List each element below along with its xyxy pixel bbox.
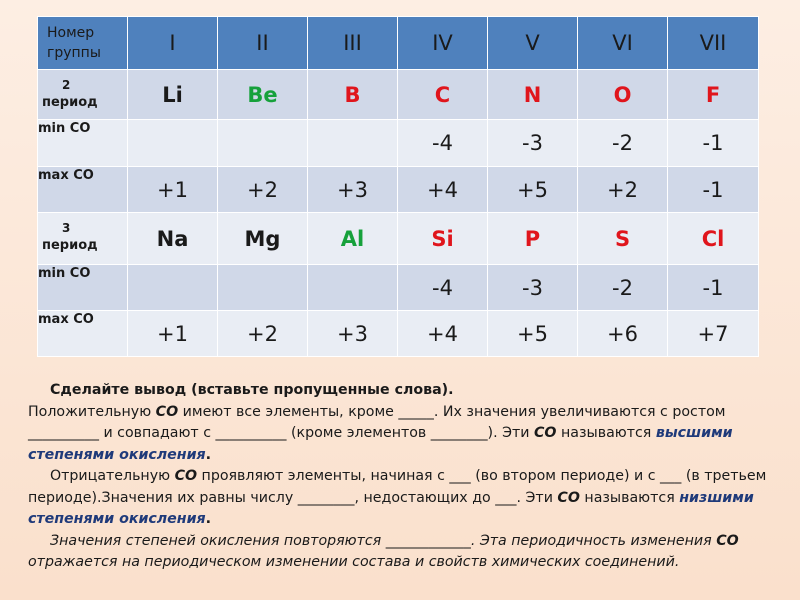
oxidation-value xyxy=(308,120,398,167)
table-header-row xyxy=(38,17,759,70)
oxidation-value: -3 xyxy=(488,265,578,311)
group-header: III xyxy=(308,17,398,70)
oxidation-value: +3 xyxy=(308,167,398,213)
conclusion-title: Сделайте вывод (вставьте пропущенные слова). xyxy=(50,382,454,398)
period-label: период xyxy=(42,95,98,110)
text-span: отражается на периодическом изменении состава и свойств химических соединений. xyxy=(28,554,680,570)
period-number: 2 xyxy=(62,78,71,92)
oxidation-value: -4 xyxy=(398,120,488,167)
text-span: Значения степеней окисления повторяются ____________. Эта периодичность изменения xyxy=(50,532,717,549)
row-label: max CO xyxy=(38,167,128,213)
co-term: СО xyxy=(716,532,739,549)
text-span: проявляют элементы, начиная с ___ (во втором периоде) и с ___ (в третьем периоде).Значения их равны числу ________, недостающих до ___. Эти xyxy=(28,468,767,506)
text-span: Отрицательную xyxy=(50,468,175,484)
oxidation-value xyxy=(218,265,308,311)
oxidation-value: +4 xyxy=(398,311,488,357)
element-symbol: O xyxy=(578,70,668,120)
row-label: max CO xyxy=(38,311,128,357)
group-header: VI xyxy=(578,17,668,70)
text-span: называются xyxy=(556,425,656,441)
oxidation-value: -3 xyxy=(488,120,578,167)
oxidation-states-table xyxy=(37,16,759,357)
group-header: II xyxy=(218,17,308,70)
oxidation-value: +5 xyxy=(488,167,578,213)
group-header: I xyxy=(128,17,218,70)
group-number-header: Номер группы xyxy=(38,17,128,70)
lowest-oxidation-term: низшими степенями окисления xyxy=(28,489,754,527)
oxidation-value: +7 xyxy=(668,311,759,357)
table-row xyxy=(38,265,759,311)
table-row xyxy=(38,70,759,120)
oxidation-value xyxy=(308,265,398,311)
highest-oxidation-term: высшими степенями окисления xyxy=(28,425,733,463)
paragraph-negative xyxy=(28,466,768,531)
group-header: VII xyxy=(668,17,759,70)
element-symbol: P xyxy=(488,213,578,265)
co-term: СО xyxy=(534,425,557,441)
text-span: называются xyxy=(579,489,680,506)
table-row xyxy=(38,213,759,265)
table-row xyxy=(38,311,759,357)
paragraph-periodicity xyxy=(28,531,768,574)
oxidation-value: -4 xyxy=(398,265,488,311)
oxidation-value: -2 xyxy=(578,265,668,311)
oxidation-value: -1 xyxy=(668,265,759,311)
element-symbol: F xyxy=(668,70,759,120)
period-number: 3 xyxy=(62,221,71,235)
oxidation-value: +2 xyxy=(218,167,308,213)
paragraph-positive xyxy=(28,402,768,467)
co-term: СО xyxy=(557,489,580,506)
oxidation-value: -1 xyxy=(668,167,759,213)
element-symbol: C xyxy=(398,70,488,120)
co-term: СО xyxy=(155,403,179,420)
element-symbol: Na xyxy=(128,213,218,265)
oxidation-value: +3 xyxy=(308,311,398,357)
co-term: СО xyxy=(174,468,198,484)
group-header: IV xyxy=(398,17,488,70)
row-label xyxy=(38,70,128,120)
oxidation-value xyxy=(218,120,308,167)
row-label: min CO xyxy=(38,120,128,167)
oxidation-value xyxy=(128,120,218,167)
group-header: V xyxy=(488,17,578,70)
element-symbol: Be xyxy=(218,70,308,120)
period-label: период xyxy=(42,238,98,253)
row-label xyxy=(38,213,128,265)
oxidation-value: +2 xyxy=(218,311,308,357)
text-span: Положительную xyxy=(28,403,156,420)
oxidation-value: +1 xyxy=(128,311,218,357)
element-symbol: Mg xyxy=(218,213,308,265)
element-symbol: Si xyxy=(398,213,488,265)
table-row xyxy=(38,120,759,167)
element-symbol: Cl xyxy=(668,213,759,265)
element-symbol: Li xyxy=(128,70,218,120)
row-label: min CO xyxy=(38,265,128,311)
oxidation-value: +1 xyxy=(128,167,218,213)
text-span: . xyxy=(205,446,212,463)
oxidation-value: -1 xyxy=(668,120,759,167)
element-symbol: B xyxy=(308,70,398,120)
element-symbol: Al xyxy=(308,213,398,265)
oxidation-value: +6 xyxy=(578,311,668,357)
oxidation-value xyxy=(128,265,218,311)
table-row xyxy=(38,167,759,213)
text-span: . xyxy=(205,511,212,527)
element-symbol: S xyxy=(578,213,668,265)
oxidation-value: +2 xyxy=(578,167,668,213)
oxidation-value: +4 xyxy=(398,167,488,213)
conclusion-text xyxy=(28,380,768,574)
element-symbol: N xyxy=(488,70,578,120)
oxidation-value: -2 xyxy=(578,120,668,167)
text-span: имеют все элементы, кроме _____. Их значения увеличиваются с ростом __________ и совпадают с __________ (кроме элементов ________). Эти xyxy=(28,403,726,441)
oxidation-value: +5 xyxy=(488,311,578,357)
